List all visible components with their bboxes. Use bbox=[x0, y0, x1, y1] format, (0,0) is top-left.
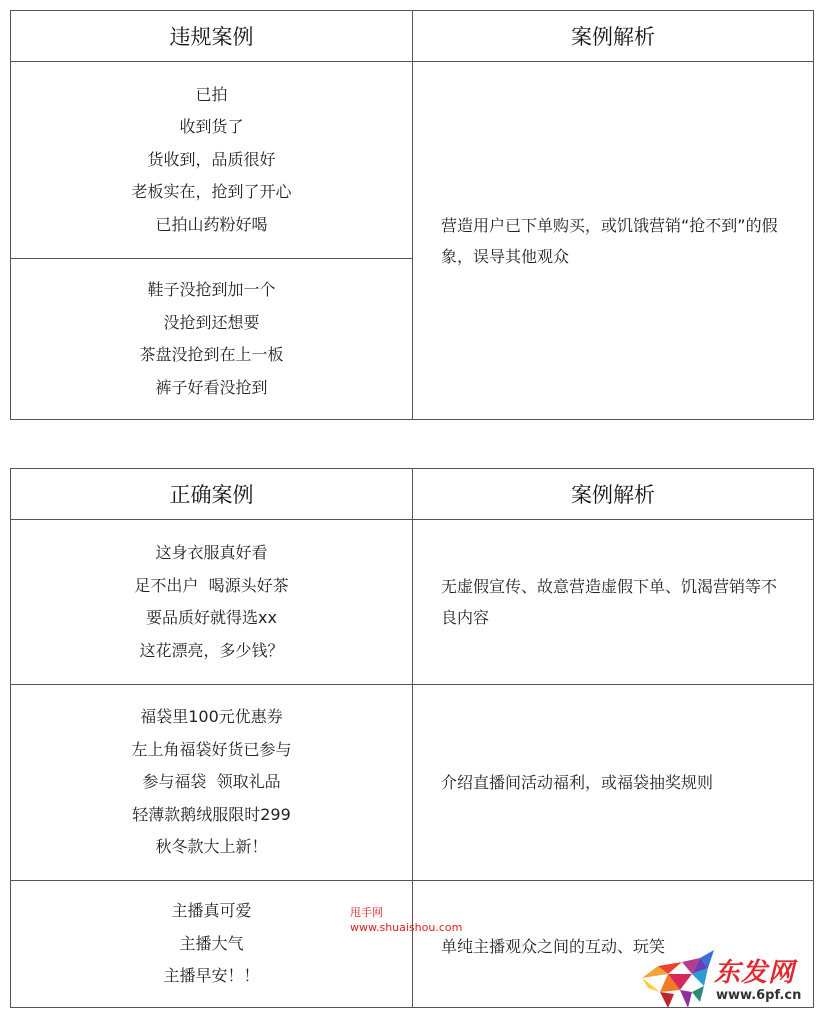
table-header-row bbox=[11, 11, 813, 61]
example-line: 收到货了 bbox=[179, 117, 244, 137]
header-violation-cases: 违规案例 bbox=[11, 11, 413, 61]
example-line: 已拍 bbox=[195, 84, 228, 104]
logo-url: www.6pf.cn bbox=[716, 988, 802, 1003]
example-line: 福袋里100元优惠券 bbox=[140, 707, 283, 727]
bull-logo-icon bbox=[638, 948, 718, 1012]
shuaishou-watermark bbox=[350, 905, 462, 935]
correct-examples-cell bbox=[11, 685, 413, 880]
example-line: 已拍山药粉好喝 bbox=[155, 214, 268, 234]
example-line: 参与福袋 领取礼品 bbox=[142, 772, 281, 792]
correct-examples-cell bbox=[11, 881, 413, 1007]
correct-examples-cell bbox=[11, 520, 413, 684]
example-line: 货收到，品质很好 bbox=[147, 149, 276, 169]
logo-title: 东发网 bbox=[714, 958, 796, 988]
correct-analysis-cell bbox=[413, 520, 813, 684]
violation-analysis bbox=[413, 62, 813, 419]
violation-table bbox=[10, 10, 814, 420]
violation-examples-column bbox=[11, 62, 413, 419]
header-correct-cases: 正确案例 bbox=[11, 469, 413, 519]
example-line: 左上角福袋好货已参与 bbox=[131, 739, 292, 759]
violation-group-2 bbox=[11, 259, 412, 419]
example-line: 老板实在，抢到了开心 bbox=[131, 182, 292, 202]
header-case-analysis: 案例解析 bbox=[571, 483, 655, 507]
watermark-line-2: www.shuaishou.com bbox=[350, 921, 463, 934]
site-logo bbox=[638, 948, 816, 1012]
table-header-row bbox=[11, 469, 813, 519]
table-row bbox=[11, 519, 813, 684]
violation-group-1 bbox=[11, 62, 412, 259]
example-line: 要品质好就得选xx bbox=[146, 608, 277, 627]
example-line: 秋冬款大上新！ bbox=[155, 837, 268, 857]
example-line: 轻薄款鹅绒服限时299 bbox=[132, 804, 291, 824]
example-line: 裤子好看没抢到 bbox=[155, 377, 268, 397]
header-case-analysis: 案例解析 bbox=[571, 25, 655, 49]
watermark-line-1: 甩手网 bbox=[350, 906, 383, 919]
example-line: 鞋子没抢到加一个 bbox=[147, 280, 276, 299]
example-line: 足不出户 喝源头好茶 bbox=[134, 575, 289, 595]
example-line: 没抢到还想要 bbox=[163, 312, 260, 332]
example-line: 这花漂亮，多少钱？ bbox=[139, 640, 284, 660]
analysis-text: 营造用户已下单购买，或饥饿营销“抢不到”的假象，误导其他观众 bbox=[441, 215, 778, 266]
example-line: 主播大气 bbox=[179, 933, 244, 953]
table-body-row bbox=[11, 61, 813, 419]
analysis-text: 介绍直播间活动福利，或福袋抽奖规则 bbox=[441, 773, 714, 792]
example-line: 主播真可爱 bbox=[171, 901, 252, 921]
analysis-text: 无虚假宣传、故意营造虚假下单、饥渴营销等不良内容 bbox=[441, 577, 778, 627]
example-line: 主播早安！！ bbox=[163, 966, 260, 986]
table-row bbox=[11, 684, 813, 880]
analysis-text: 单纯主播观众之间的互动、玩笑 bbox=[441, 937, 666, 956]
example-line: 茶盘没抢到在上一板 bbox=[139, 345, 284, 364]
correct-analysis-cell bbox=[413, 685, 813, 880]
example-line: 这身衣服真好看 bbox=[155, 543, 268, 562]
